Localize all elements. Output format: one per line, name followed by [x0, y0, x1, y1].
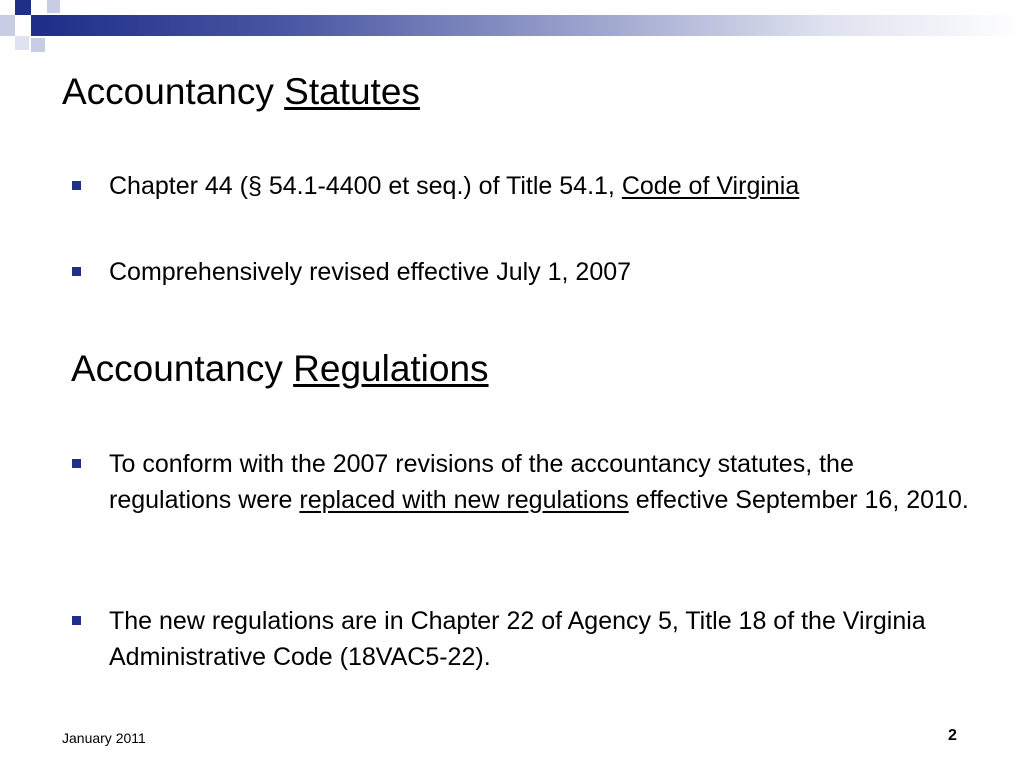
heading-underlined-text: Regulations — [293, 348, 489, 389]
decor-square — [47, 0, 60, 13]
footer-date: January 2011 — [62, 730, 146, 746]
decor-square — [15, 0, 31, 15]
bullet-text-underlined: replaced with new regulations — [299, 486, 629, 514]
decor-square — [15, 15, 31, 36]
header-decoration — [0, 0, 1024, 56]
bullet-text-plain: effective September 16, 2010. — [628, 486, 969, 514]
title-underlined-text: Statutes — [284, 71, 420, 112]
square-bullet-icon — [72, 459, 81, 468]
square-bullet-icon — [72, 181, 81, 190]
square-bullet-icon — [72, 616, 81, 625]
bullet-text-plain: To conform with the 2007 revisions of the accountancy statutes, the regulations were — [109, 450, 854, 514]
decor-square — [31, 38, 45, 52]
bullet-text: The new regulations are in Chapter 22 of Agency 5, Title 18 of the Virginia Administrative Code (18VAC5-22). — [109, 607, 926, 671]
bullet-text — [109, 446, 969, 518]
decor-square — [31, 15, 45, 36]
heading-text: Accountancy — [71, 348, 294, 389]
bullet-text — [109, 168, 969, 204]
decor-square — [15, 36, 29, 50]
header-gradient-bar — [45, 15, 1024, 36]
square-bullet-icon — [72, 267, 81, 276]
section-heading — [71, 347, 489, 391]
page-number: 2 — [948, 727, 957, 744]
bullet-text-underlined: Code of Virginia — [621, 172, 800, 200]
title-text: Accountancy — [62, 71, 285, 112]
bullet-text: Comprehensively revised effective July 1, 2007 — [109, 258, 632, 286]
bullet-text-plain: Chapter 44 (§ 54.1-4400 et seq.) of Title 54.1, — [109, 172, 622, 200]
slide-title — [62, 70, 420, 114]
decor-square — [0, 15, 15, 36]
